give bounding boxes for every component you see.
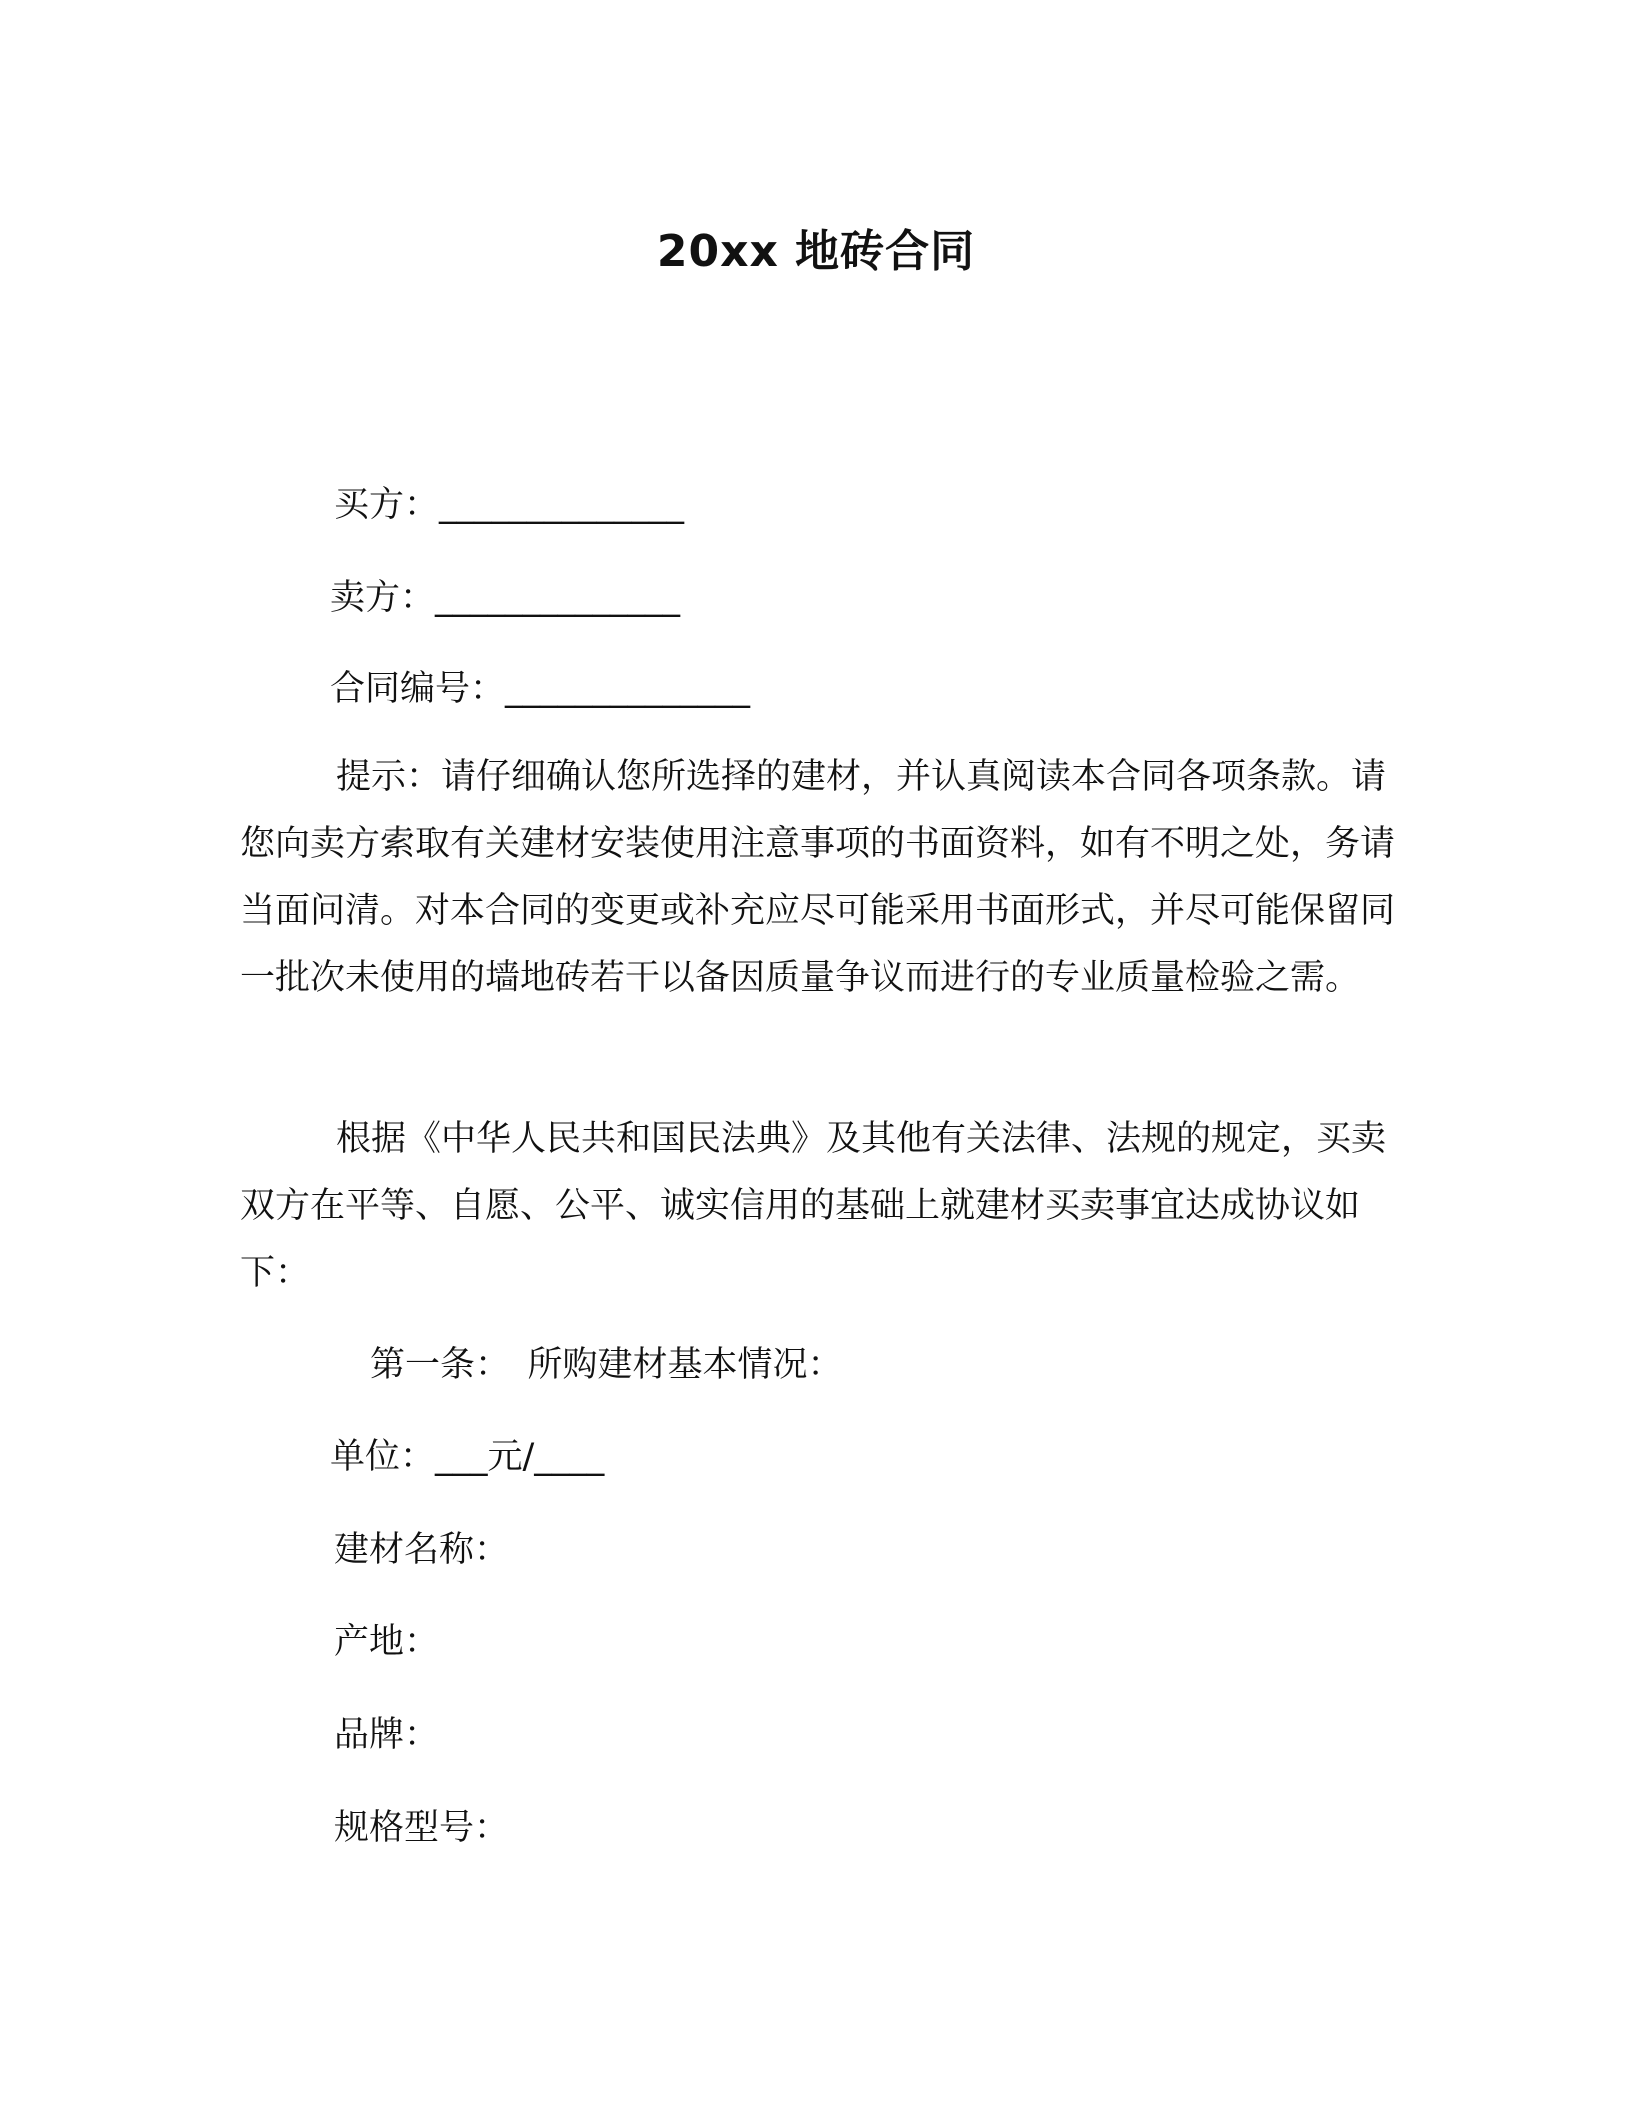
unit-field: 单位：___元/____ xyxy=(330,1437,605,1477)
article-1-heading: 第一条： 所购建材基本情况： xyxy=(370,1345,843,1385)
legal-basis-paragraph: 根据《中华人民共和国民法典》及其他有关法律、法规的规定，买卖双方在平等、自愿、公平、诚实信用的基础上就建材买卖事宜达成协议如下： xyxy=(240,1119,1387,1293)
buyer-field: 买方：______________ xyxy=(334,485,685,525)
document-title: 20xx 地砖合同 xyxy=(656,226,976,277)
material-name-field: 建材名称： xyxy=(334,1530,510,1570)
contract-number-field: 合同编号：______________ xyxy=(330,669,751,709)
seller-field: 卖方：______________ xyxy=(330,578,681,618)
origin-field: 产地： xyxy=(334,1622,440,1662)
spec-model-field: 规格型号： xyxy=(334,1808,510,1848)
brand-field: 品牌： xyxy=(334,1715,440,1755)
notice-paragraph: 提示：请仔细确认您所选择的建材，并认真阅读本合同各项条款。请您向卖方索取有关建材安装使用注意事项的书面资料，如有不明之处，务请当面问清。对本合同的变更或补充应尽可能采用书面形式，并尽可能保留同一批次未使用的墙地砖若干以备因质量争议而进行的专业质量检验之需。 xyxy=(240,757,1396,998)
